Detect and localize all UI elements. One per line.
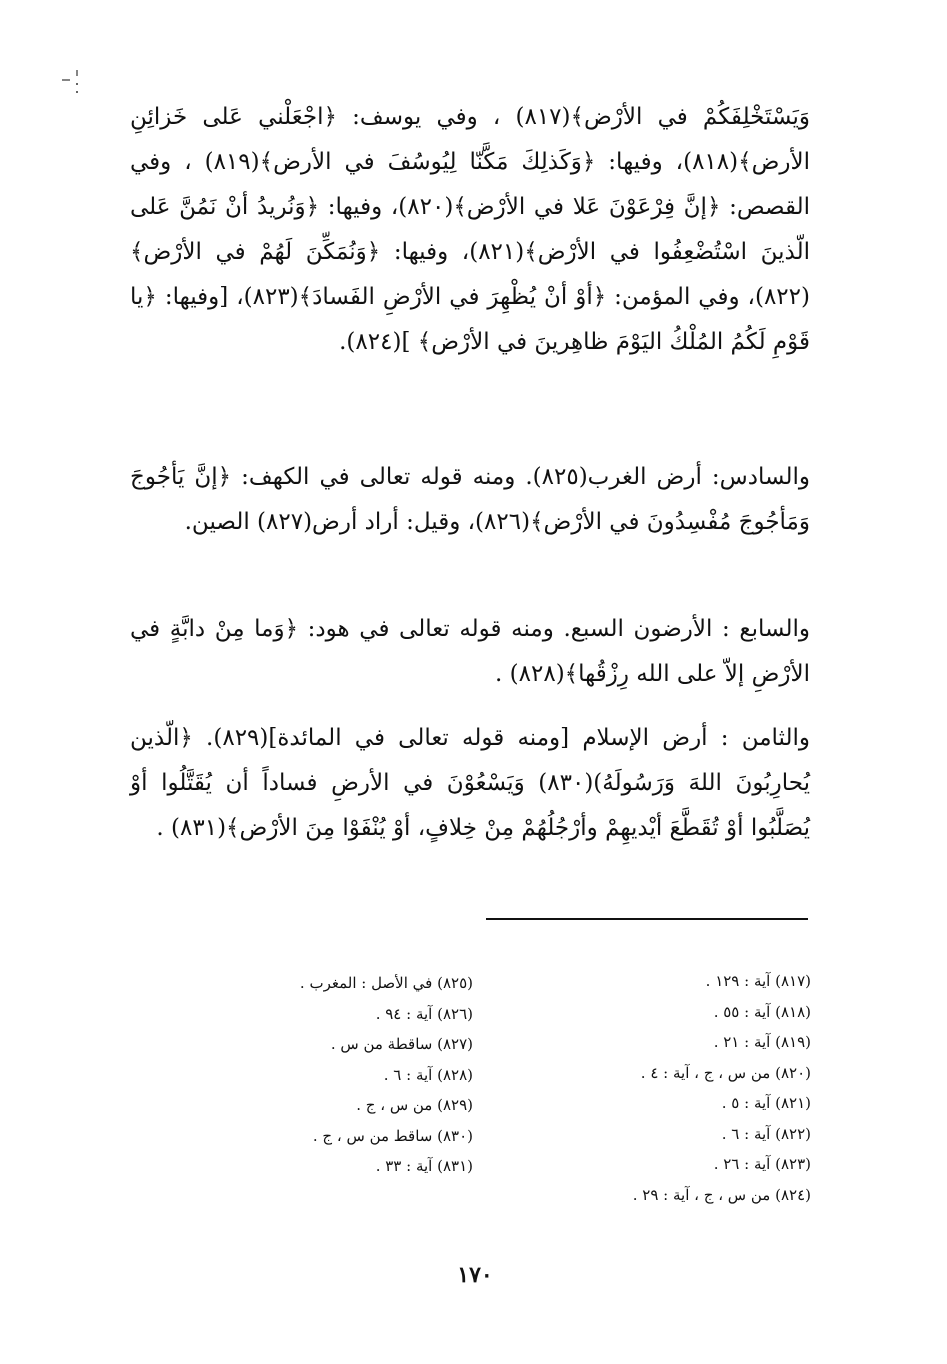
footnote: (٨٢٢) آية : ٦ . bbox=[721, 1124, 811, 1143]
footnote: (٨٢٣) آية : ٢٦ . bbox=[713, 1155, 811, 1173]
footnote: (٨٣١) آية : ٣٣ . bbox=[375, 1157, 473, 1175]
footnote: (٨١٧) آية : ١٢٩ . bbox=[705, 972, 811, 990]
paragraph-2: والسادس: أرض الغرب(٨٢٥). ومنه قوله تعالى في الكهف: ﴿إنَّ يَأجُوجَ وَمَأجُوجَ مُفْسِدُونَ في الأرْض﴾(٨٢٦)، وقيل: أراد أرض(٨٢٧) الصين. bbox=[130, 464, 810, 535]
paragraph-1: وَيَسْتَخْلِفَكُمْ في الأرْض﴾(٨١٧) ، وفي يوسف: ﴿اجْعَلْني عَلى خَزائِنِ الأرض﴾(٨١٨)، وفيها: ﴿وَكَذلِكَ مَكَّنّا لِيُوسُفَ في الأرض﴾(٨١٩) ، وفي القصص: ﴿إنَّ فِرْعَوْنَ عَلا في الأرْض﴾(٨٢٠)، وفيها: ﴿وَنُريدُ أنْ نَمُنَّ عَلى الّذينَ اسْتُضْعِفُوا في الأرْض﴾(٨٢١)، وفيها: ﴿وَنُمَكِّنَ لَهُمْ في الأرْض﴾(٨٢٢)، وفي المؤمن: ﴿أوْ أنْ يُظْهِرَ في الأرْضِ الفَسادَ﴾(٨٢٣)، [وفيها: ﴿يا قَوْمِ لَكُمُ المُلْكُ اليَوْمَ ظاهِرينَ في الأرْض﴾ ](٨٢٤). bbox=[130, 104, 810, 355]
footnote: (٨٢٧) ساقطة من س . bbox=[330, 1035, 473, 1053]
footnote: (٨٢١) آية : ٥ . bbox=[721, 1094, 811, 1112]
page-number: ١٧٠ bbox=[457, 1262, 493, 1288]
scan-mark bbox=[58, 66, 82, 98]
footnote: (٨١٨) آية : ٥٥ . bbox=[713, 1002, 811, 1021]
footnote: (٨٢٩) من س ، ج . bbox=[356, 1096, 473, 1114]
footnote: (٨٢٤) من س ، ج ، آية : ٢٩ . bbox=[632, 1185, 811, 1204]
footnote-divider bbox=[486, 918, 808, 920]
paragraph-3: والسابع : الأرضون السبع. ومنه قوله تعالى في هود: ﴿وَما مِنْ دابَّةٍ في الأرْضِ إلاّ على الله رِزْقُها﴾(٨٢٨) . bbox=[130, 616, 810, 687]
footnote: (٨٢٦) آية : ٩٤ . bbox=[375, 1004, 473, 1023]
footnotes-left-column bbox=[193, 968, 473, 1182]
footnote: (٨٣٠) ساقط من س ، ج . bbox=[312, 1126, 473, 1145]
footnotes-right-column bbox=[511, 966, 811, 1210]
paragraph-4: والثامن : أرض الإسلام [ومنه قوله تعالى في المائدة](٨٢٩). ﴿الّذين يُحارِبُونَ اللهَ وَرَسُولَهُ)(٨٣٠) وَيَسْعُوْنَ في الأرضِ فساداً أن يُقَتَّلُوا أوْ يُصَلَّبُوا أوْ تُقَطَّعَ أيْديهِمْ وأرْجُلُهُمْ مِنْ خِلافٍ، أوْ يُنْفَوْا مِنَ الأرْض﴾(٨٣١) . bbox=[130, 725, 810, 841]
footnote: (٨٢٨) آية : ٦ . bbox=[383, 1065, 473, 1084]
footnote: (٨١٩) آية : ٢١ . bbox=[713, 1033, 811, 1051]
footnote: (٨٢٥) في الأصل : المغرب . bbox=[299, 974, 473, 992]
footnote: (٨٢٠) من س ، ج ، آية : ٤ . bbox=[640, 1063, 811, 1082]
